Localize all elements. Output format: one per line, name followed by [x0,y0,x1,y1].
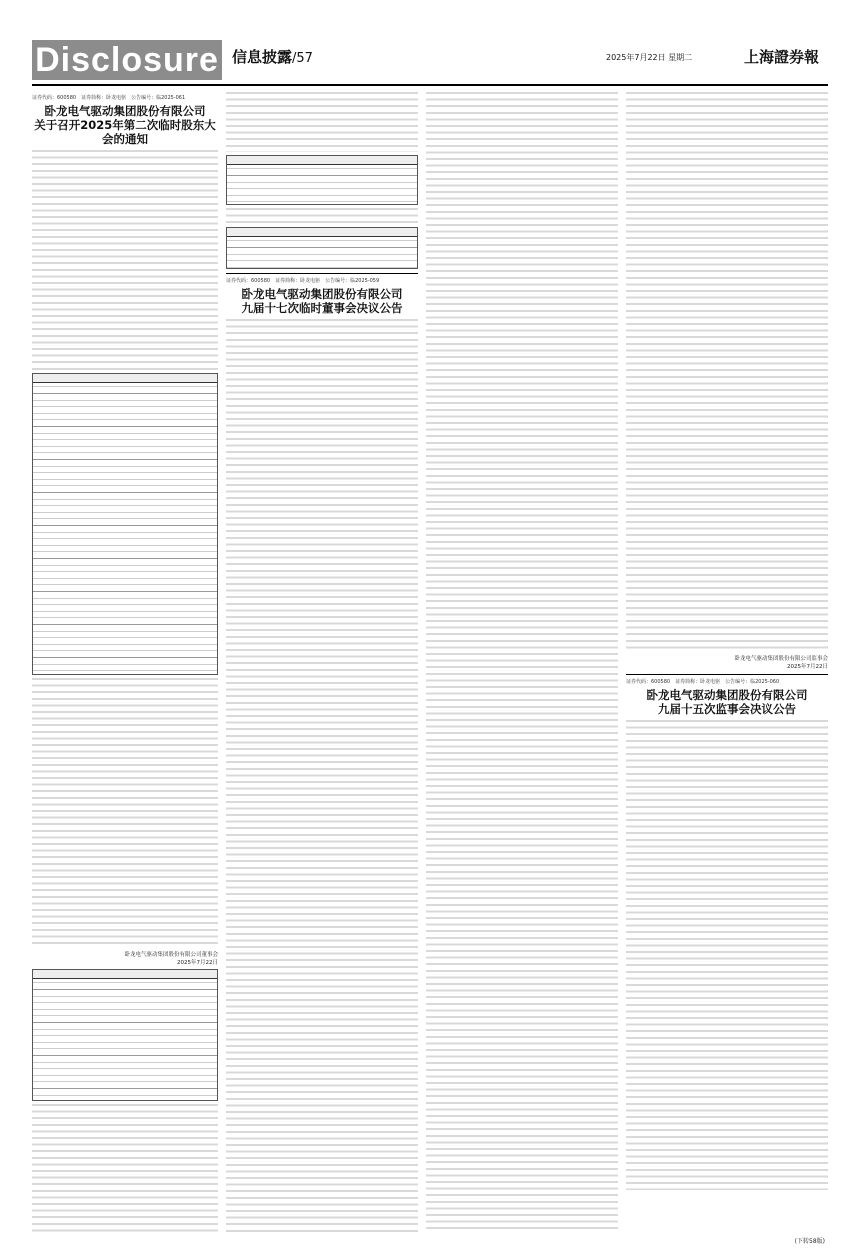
article-body [426,92,618,1232]
article-body [226,319,418,1232]
article-body [32,678,218,948]
continued-note: (下转58版) [794,1238,825,1245]
newspaper-masthead: 上海證券報 [744,48,820,66]
article-meta: 证券代码：600580 证券简称：卧龙电驱 公告编号：临2025-059 [226,278,380,284]
article-signoff: 卧龙电气驱动集团股份有限公司监事会 2025年7月22日 [734,656,828,670]
page-header [32,36,828,84]
issue-date: 2025年7月22日 星期二 [606,53,693,62]
proposal-table [32,373,218,675]
article-meta: 证券代码：600580 证券简称：卧龙电驱 公告编号：临2025-060 [626,679,780,685]
article-body [32,150,218,370]
header-rule [32,84,828,86]
article-title: 卧龙电气驱动集团股份有限公司 关于召开2025年第二次临时股东大会的通知 [34,104,216,146]
article-body [32,1104,218,1232]
article-body [626,720,828,1190]
disclosure-logo: Disclosure [32,40,222,80]
article-body [226,208,418,224]
article-divider [226,273,418,274]
article-title: 卧龙电气驱动集团股份有限公司 九届十五次监事会决议公告 [646,688,808,716]
proxy-table [32,969,218,1101]
section-title [232,46,313,67]
article-meta: 证券代码：600580 证券简称：卧龙电驱 公告编号：临2025-061 [32,95,186,101]
article-signoff: 卧龙电气驱动集团股份有限公司董事会 2025年7月22日 [124,952,218,966]
section-name: 信息披露 [232,48,293,66]
column-4 [626,92,828,1232]
article-divider [626,674,828,675]
article-body [226,92,418,152]
vote-table [226,155,418,205]
article-body [626,92,828,652]
article-title: 卧龙电气驱动集团股份有限公司 九届十七次临时董事会决议公告 [241,287,403,315]
column-3 [426,92,618,1232]
vote-table [226,227,418,269]
column-2 [226,92,418,1232]
column-1 [32,92,218,1232]
page-number: /57 [292,51,313,66]
